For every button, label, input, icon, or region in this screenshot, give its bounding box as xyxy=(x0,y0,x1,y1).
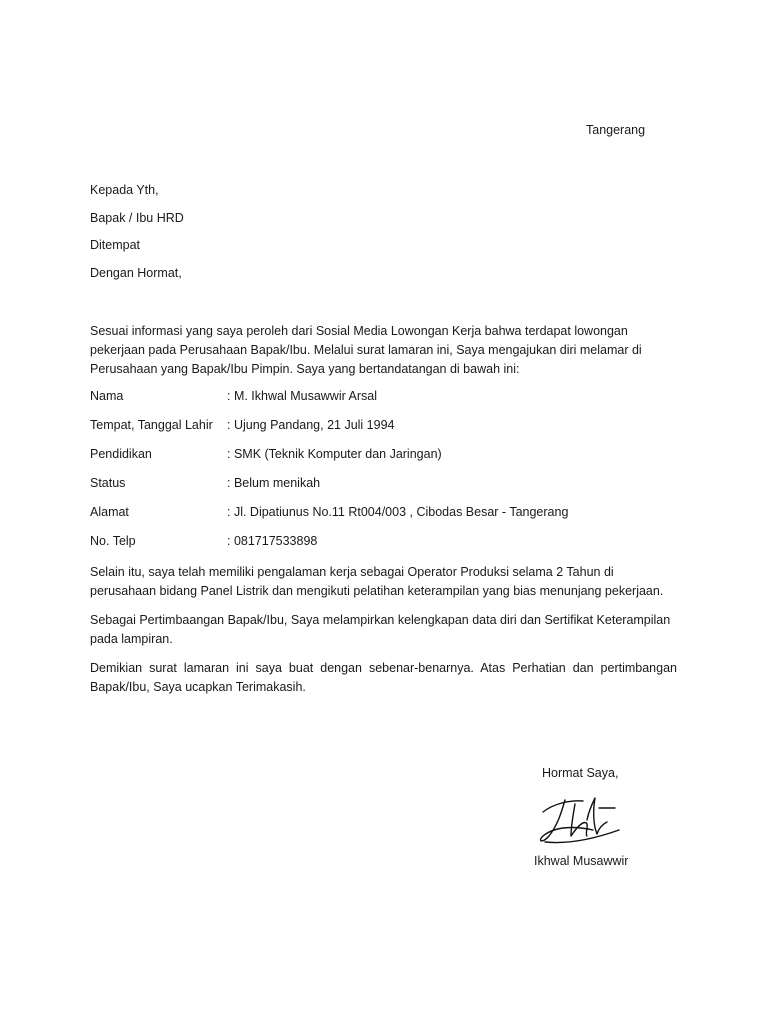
detail-row xyxy=(90,416,680,445)
detail-label: Pendidikan xyxy=(90,447,152,461)
experience-paragraph: Selain itu, saya telah memiliki pengalaman kerja sebagai Operator Produksi selama 2 Tahun di perusahaan bidang Panel Listrik dan mengikuti pelatihan keterampilan yang bias menunjang pekerjaan. xyxy=(90,565,664,598)
detail-row xyxy=(90,474,680,503)
attachments-paragraph: Sebagai Pertimbaangan Bapak/Ibu, Saya melampirkan kelengkapan data diri dan Sertifikat Keterampilan pada lampiran. xyxy=(90,613,671,646)
recipient-line-1: Kepada Yth, xyxy=(90,183,159,197)
detail-label: Status xyxy=(90,476,126,490)
detail-row xyxy=(90,387,680,416)
recipient-line-2: Bapak / Ibu HRD xyxy=(90,211,184,225)
signature-stroke xyxy=(541,800,593,841)
detail-label: Alamat xyxy=(90,505,129,519)
detail-row xyxy=(90,503,680,532)
detail-value: : Jl. Dipatiunus No.11 Rt004/003 , Cibodas Besar - Tangerang xyxy=(227,505,569,519)
detail-row xyxy=(90,532,680,561)
salutation: Dengan Hormat, xyxy=(90,266,182,280)
intro-paragraph: Sesuai informasi yang saya peroleh dari Sosial Media Lowongan Kerja bahwa terdapat lowongan pekerjaan pada Perusahaan Bapak/Ibu. Melalui surat lamaran ini, Saya mengajukan diri melamar di Perusahaan yang Bapak/Ibu Pimpin. Saya yang bertandatangan di bawah ini: xyxy=(90,324,642,376)
closing-paragraph: Demikian surat lamaran ini saya buat dengan sebenar-benarnya. Atas Perhatian dan pertimbangan Bapak/Ibu, Saya ucapkan Terimakasih. xyxy=(90,661,677,694)
letter-place: Tangerang xyxy=(586,123,646,137)
detail-label: No. Telp xyxy=(90,534,136,548)
detail-value: : M. Ikhwal Musawwir Arsal xyxy=(227,389,378,403)
detail-label: Nama xyxy=(90,389,124,403)
signatory-name: Ikhwal Musawwir xyxy=(534,854,629,868)
detail-row xyxy=(90,445,680,474)
recipient-line-3: Ditempat xyxy=(90,238,141,252)
signature-stroke xyxy=(587,798,607,834)
detail-value: : 081717533898 xyxy=(227,534,318,548)
closing-greeting: Hormat Saya, xyxy=(542,766,619,780)
detail-value: : Belum menikah xyxy=(227,476,321,490)
detail-label: Tempat, Tanggal Lahir xyxy=(90,418,213,432)
detail-value: : Ujung Pandang, 21 Juli 1994 xyxy=(227,418,395,432)
signature-image xyxy=(535,790,625,852)
signature-stroke xyxy=(571,804,587,836)
detail-value: : SMK (Teknik Komputer dan Jaringan) xyxy=(227,447,442,461)
applicant-details xyxy=(90,387,680,561)
signature-stroke xyxy=(545,830,619,843)
